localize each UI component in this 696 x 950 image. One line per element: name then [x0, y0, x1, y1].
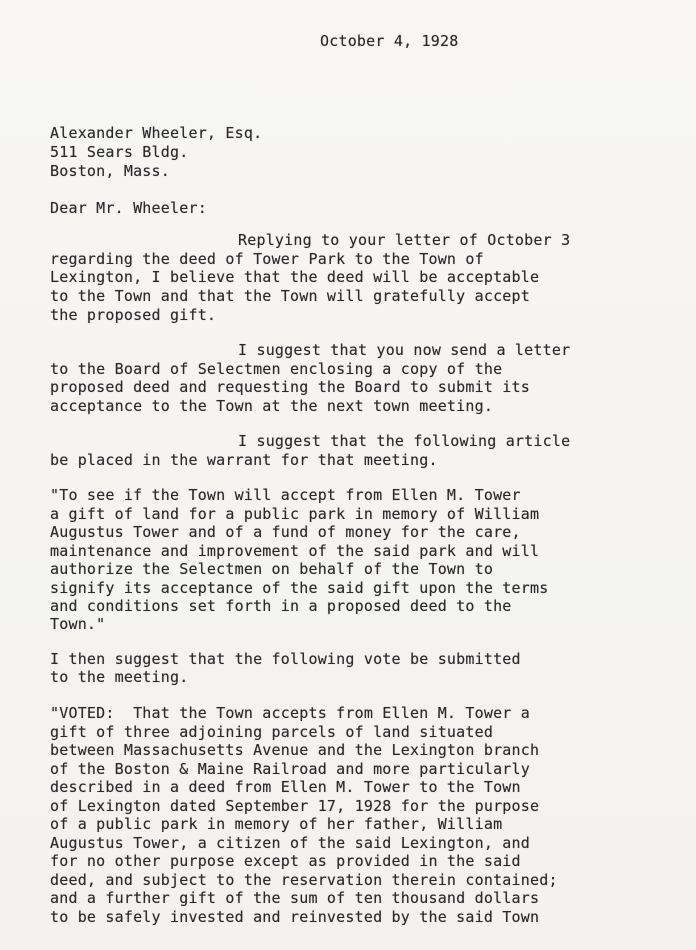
paragraph1-line: to the Town and that the Town will gratefully accept	[50, 287, 530, 305]
article-line: authorize the Selectmen on behalf of the Town to	[50, 560, 494, 578]
paragraph1-line: Lexington, I believe that the deed will be acceptable	[50, 268, 540, 286]
vote-line: to be safely invested and reinvested by the said Town	[50, 908, 540, 926]
article-line: Augustus Tower and of a fund of money for the care,	[50, 523, 521, 541]
paragraph2-line: proposed deed and requesting the Board to submit its	[50, 378, 530, 396]
vote-line: of Lexington dated September 17, 1928 for the purpose	[50, 797, 540, 815]
recipient-city: Boston, Mass.	[50, 162, 170, 180]
vote-line: and a further gift of the sum of ten thousand dollars	[50, 889, 540, 907]
paragraph2-line: to the Board of Selectmen enclosing a copy of the	[50, 360, 503, 378]
vote-line: between Massachusetts Avenue and the Lexington branch	[50, 741, 540, 759]
paragraph3-line: be placed in the warrant for that meeting.	[50, 451, 438, 469]
article-line: Town."	[50, 615, 106, 633]
article-line: maintenance and improvement of the said park and will	[50, 542, 540, 560]
paragraph1-line: the proposed gift.	[50, 306, 217, 324]
vote-line: deed, and subject to the reservation therein contained;	[50, 871, 558, 889]
vote-line: gift of three adjoining parcels of land situated	[50, 723, 494, 741]
vote-line: Augustus Tower, a citizen of the said Lexington, and	[50, 834, 530, 852]
recipient-name: Alexander Wheeler, Esq.	[50, 124, 263, 142]
article-line: signify its acceptance of the said gift upon the terms	[50, 579, 549, 597]
paragraph1-line: regarding the deed of Tower Park to the Town of	[50, 250, 484, 268]
paragraph4-line: to the meeting.	[50, 668, 189, 686]
vote-line: of a public park in memory of her father, William	[50, 815, 503, 833]
paragraph4-line: I then suggest that the following vote be submitted	[50, 650, 521, 668]
vote-line: described in a deed from Ellen M. Tower to the Town	[50, 778, 521, 796]
salutation: Dear Mr. Wheeler:	[50, 199, 207, 217]
paragraph2-line: acceptance to the Town at the next town meeting.	[50, 397, 494, 415]
paragraph1-line: Replying to your letter of October 3	[238, 231, 571, 249]
vote-line: "VOTED: That the Town accepts from Ellen M. Tower a	[50, 704, 530, 722]
paragraph3-line: I suggest that the following article	[238, 432, 571, 450]
vote-line: for no other purpose except as provided in the said	[50, 852, 521, 870]
vote-line: of the Boston & Maine Railroad and more particularly	[50, 760, 530, 778]
letter-date: October 4, 1928	[320, 32, 459, 50]
article-line: and conditions set forth in a proposed deed to the	[50, 597, 512, 615]
article-line: "To see if the Town will accept from Ellen M. Tower	[50, 486, 521, 504]
paragraph2-line: I suggest that you now send a letter	[238, 341, 571, 359]
recipient-street: 511 Sears Bldg.	[50, 143, 189, 161]
article-line: a gift of land for a public park in memory of William	[50, 505, 540, 523]
